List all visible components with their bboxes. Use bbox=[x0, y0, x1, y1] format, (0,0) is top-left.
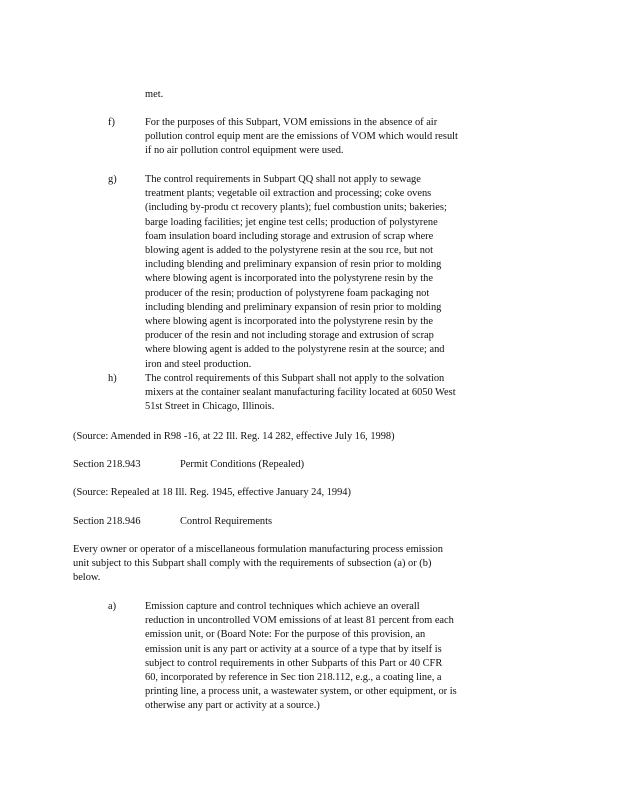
item-f-line: pollution control equip ment are the emissions of VOM which would result bbox=[145, 131, 458, 143]
item-f-line: if no air pollution control equipment were used. bbox=[145, 145, 344, 157]
item-marker-a: a) bbox=[108, 601, 117, 612]
item-g-line: where blowing agent is added to the polystyrene resin at the source; and bbox=[145, 344, 445, 356]
section-title: Permit Conditions (Repealed) bbox=[180, 459, 305, 470]
item-g-line: The control requirements in Subpart QQ shall not apply to sewage bbox=[145, 174, 421, 185]
item-g-line: where blowing agent is incorporated into the polystyrene resin by the bbox=[145, 273, 433, 285]
item-a-line: Emission capture and control techniques which achieve an overall bbox=[145, 601, 420, 612]
item-h-line: mixers at the container sealant manufacturing facility located at 6050 West bbox=[145, 387, 456, 399]
section-number: Section 218.943 bbox=[73, 459, 141, 470]
item-g-line: iron and steel production. bbox=[145, 358, 252, 370]
item-g-line: including blending and preliminary expansion of resin prior to molding bbox=[145, 301, 442, 313]
intro-line: unit subject to this Subpart shall comply with the requirements of subsection (a) or (b) bbox=[73, 558, 432, 570]
intro-line: Every owner or operator of a miscellaneous formulation manufacturing process emission bbox=[73, 544, 443, 555]
section-title: Control Requirements bbox=[180, 516, 273, 527]
item-a-line: emission unit is any part or activity at a source of a type that by itself is bbox=[145, 643, 442, 655]
item-marker-h: h) bbox=[108, 373, 117, 384]
item-g-line: including blending and preliminary expansion of resin prior to molding bbox=[145, 259, 442, 271]
item-a-line: printing line, a process unit, a wastewater system, or other equipment, or is bbox=[145, 686, 457, 698]
item-g-line: where blowing agent is incorporated into the polystyrene resin by the bbox=[145, 316, 433, 327]
item-a-line: emission unit, or (Board Note: For the purpose of this provision, an bbox=[145, 629, 426, 641]
item-h-line: 51st Street in Chicago, Illinois. bbox=[145, 401, 275, 413]
item-marker-g: g) bbox=[108, 174, 117, 185]
continued-text-fragment: met. bbox=[145, 89, 164, 100]
item-g-line: foam insulation board including storage and extrusion of scrap where bbox=[145, 230, 434, 242]
item-g-line: blowing agent is added to the polystyrene resin at the sou rce, but not bbox=[145, 245, 433, 256]
item-g-line: treatment plants; vegetable oil extraction and processing; coke ovens bbox=[145, 188, 432, 200]
item-a-line: 60, incorporated by reference in Sec tion 218.112, e.g., a coating line, a bbox=[145, 672, 442, 683]
source-note: (Source: Amended in R98 -16, at 22 Ill. Reg. 14 282, effective July 16, 1998) bbox=[73, 431, 395, 442]
item-f-line: For the purposes of this Subpart, VOM emissions in the absence of air bbox=[145, 117, 438, 128]
item-g-line: (including by-produ ct recovery plants); fuel combustion units; bakeries; bbox=[145, 202, 447, 214]
item-g-line: producer of the resin and not including storage and extrusion of scrap bbox=[145, 330, 434, 342]
item-a-line: otherwise any part or activity at a source.) bbox=[145, 700, 320, 712]
item-g-line: barge loading facilities; jet engine test cells; production of polystyrene bbox=[145, 216, 438, 228]
section-number: Section 218.946 bbox=[73, 516, 141, 527]
item-h-line: The control requirements of this Subpart shall not apply to the solvation bbox=[145, 373, 445, 384]
intro-line: below. bbox=[73, 572, 101, 584]
item-marker-f: f) bbox=[108, 117, 115, 128]
source-note: (Source: Repealed at 18 Ill. Reg. 1945, effective January 24, 1994) bbox=[73, 487, 351, 498]
item-a-line: reduction in uncontrolled VOM emissions of at least 81 percent from each bbox=[145, 615, 454, 627]
item-g-line: producer of the resin; production of polystyrene foam packaging not bbox=[145, 287, 430, 299]
item-a-line: subject to control requirements in other Subparts of this Part or 40 CFR bbox=[145, 657, 443, 669]
